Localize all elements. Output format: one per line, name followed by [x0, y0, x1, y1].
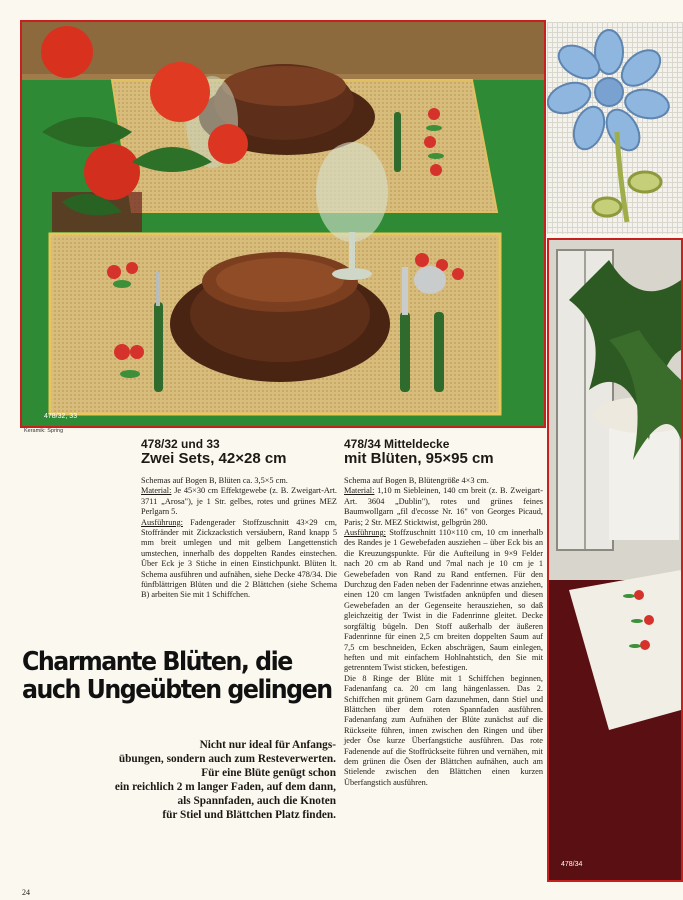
section-title-478-32: 478/32 und 33 Zwei Sets, 42×28 cm: [141, 437, 287, 468]
page-number: 24: [22, 888, 30, 897]
main-photo: [20, 20, 546, 428]
teaser-text: Nicht nur ideal für Anfangs- übungen, sondern auch zum Resteverwerten. Für eine Blüte genügt schon ein reichlich 2 m langer Faden, auf dem dann, als Spannfaden, auch die Knoten für Stiel und Blättchen Platz finden.: [114, 739, 336, 821]
photo-caption: 478/32, 33: [44, 413, 78, 420]
main-headline: Charmante Blüten, die auch Ungeübten gelingen: [22, 647, 332, 705]
photo-credit: Keramik: Spring: [24, 428, 64, 434]
instructions-478-32: Schemas auf Bogen B, Blüten ca. 3,5×5 cm. Material: Je 45×30 cm Effektgewebe (z. B. Zweigart-Art. 3711 „Arosa"), je 1 Str. gelbes, rotes und grünes MEZ Perlgarn 5. Ausführung: Fadengerader Stoffzuschnitt 43×29 cm, Stoffränder mit Zickzackstich versäubern, Rand knapp 5 mm breit umlegen und mit gelbem Langettenstich umstechen, innerhalb des doppelten Randes einstechen. Über Eck je 3 Stiche in einen Einstichpunkt. Blüten lt. Schema ausführen und aufnähen, siehe Decke 478/34. Die fünfblättrigen Blüten und die 2 Blättchen (siehe Schema B) arbeiten Sie mit 1 Schiffchen.: [141, 476, 337, 600]
section-title-478-34: 478/34 Mitteldecke mit Blüten, 95×95 cm: [344, 437, 494, 468]
instructions-478-34: Schema auf Bogen B, Blütengröße 4×3 cm. Material: 1,10 m Siebleinen, 140 cm breit (z. B. Zweigart-Art. 3604 „Dublin"), rotes und grünes feines Baumwollgarn „fil d'ecosse Nr. 16" von Georges Picaud, Paris; 2 Str. MEZ Sticktwist, gelbgrün 280. Ausführung: Stoffzuschnitt 110×110 cm, 10 cm innerhalb des Randes je 1 Gewebefaden ausziehen – über Eck bis an die Kreuzungspunkte. Für die Aufteilung in 9×9 Felder nach 20 cm ab Rand und 7mal nach je 10 cm je 1 Gewebefaden von Rand zu Rand entfernen. Für den Durchzug den Faden neben der Fadenrinne etwas anziehen, einen 120 cm langen Twistfaden anknüpfen und diesen Gewebefaden an der Gegenseite herausziehen, so daß gleichzeitig der Twist in die Fadenrinne gleitet. Decke sorgfältig bügeln. Den Stoff außerhalb der äußeren Fadenrinne für einen 2,5 cm breiten doppelten Saum auf 7,5 cm beschneiden, Ecken abschrägen, Saum einlegen, heften und mit einfachem Hohlnahtstich, den Sie mit getrenntem Twist sticken, befestigen. Die 8 Ringe der Blüte mit 1 Schiffchen beginnen, Fadenanfang ca. 20 cm lang hängenlassen. Das 2. Schiffchen mit grünem Garn dazunehmen, dann Stiel und Blättchen über dem roten Spannfaden ausführen. Fadenanfang zum Aufnähen der Blüte zunächst auf die Rückseite führen, innen zwischen den Ringen und über jeder Öse kurze Überfangstiche ausführen. Das rote Fadenende auf die Stoffrückseite führen und vernähen, mit dem grünen die Ösen der Blättchen aufnähen, auch am Stielende zwischen den Blättchen einen kurzen Überfangstich ausführen.: [344, 476, 543, 787]
tablecloth-photo: [547, 238, 683, 882]
flower-detail-photo: [547, 22, 683, 234]
photo-caption-right: 478/34: [561, 861, 583, 868]
